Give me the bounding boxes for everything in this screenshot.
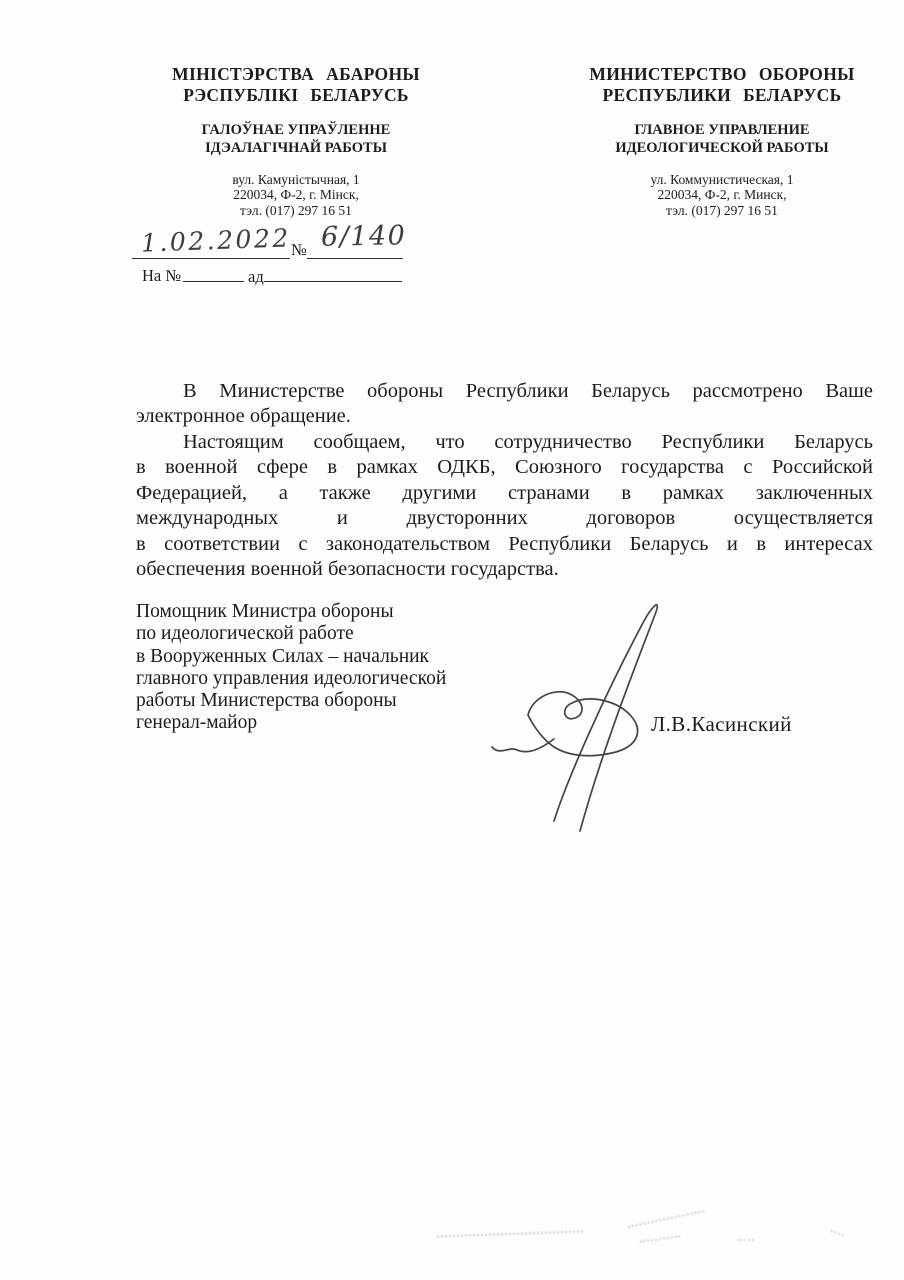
scan-artifact (830, 1230, 844, 1237)
reply-number-underline (183, 281, 244, 282)
signer-position-line: генерал-майор (136, 712, 258, 734)
reply-date-preposition: ад (248, 267, 264, 286)
org-name-line: МІНІСТЭРСТВА АБАРОНЫ (172, 64, 420, 84)
scan-artifact (628, 1210, 705, 1228)
department-line: ГЛАВНОЕ УПРАВЛЕНИЕ (634, 122, 810, 138)
reply-to-number-label: На № (142, 266, 182, 285)
signer-position-line: работы Министерства обороны (136, 690, 397, 712)
scan-artifact (640, 1235, 680, 1243)
department-line: ІДЭАЛАГІЧНАЙ РАБОТЫ (205, 139, 387, 156)
body-line: международных и двусторонних договоров осуществляется (136, 507, 873, 530)
address-line: 220034, Ф-2, г. Минск, (657, 187, 787, 203)
org-name-line: РЭСПУБЛІКІ БЕЛАРУСЬ (183, 84, 409, 105)
number-underline (307, 258, 403, 259)
address-line: ул. Коммунистическая, 1 (650, 172, 794, 188)
body-line: в военной сфере в рамках ОДКБ, Союзного государства с Российской (136, 456, 873, 479)
body-line: Федерацией, а также другими странами в рамках заключенных (136, 481, 873, 504)
signer-position-block (136, 601, 546, 735)
address-line: 220034, Ф-2, г. Мінск, (233, 187, 359, 203)
signer-position-line: в Вооруженных Силах – начальник (136, 645, 430, 667)
reply-date-underline (264, 281, 402, 282)
letter-body (136, 379, 873, 583)
scan-artifact (737, 1239, 754, 1241)
department-line: ГАЛОЎНАЕ УПРАЎЛЕННЕ (201, 122, 391, 138)
signer-position-line: Помощник Министра обороны (136, 601, 394, 622)
outgoing-number-handwritten: 6/140 (320, 220, 407, 253)
scan-artifact (437, 1230, 583, 1237)
body-line: в соответствии с законодательством Республики Беларусь и в интересах (136, 532, 873, 555)
letterhead-belarusian (126, 64, 466, 218)
signer-position-line: по идеологической работе (136, 623, 354, 645)
body-line: Настоящим сообщаем, что сотрудничество Республики Беларусь (183, 430, 873, 453)
phone-line: тэл. (017) 297 16 51 (240, 202, 352, 218)
handwritten-signature (488, 589, 673, 839)
signer-name: Л.В.Касинский (651, 712, 792, 736)
org-name-line: МИНИСТЕРСТВО ОБОРОНЫ (589, 64, 855, 84)
body-line: В Министерстве обороны Республики Беларусь рассмотрено Ваше (183, 380, 873, 402)
body-line: электронное обращение. (136, 405, 351, 428)
org-name-line: РЕСПУБЛИКИ БЕЛАРУСЬ (602, 84, 842, 105)
phone-line: тэл. (017) 297 16 51 (666, 202, 778, 218)
department-line: ИДЕОЛОГИЧЕСКОЙ РАБОТЫ (615, 139, 829, 156)
date-underline (132, 258, 290, 259)
number-sign-label: № (291, 240, 307, 259)
address-line: вул. Камуністычная, 1 (232, 172, 360, 188)
signer-position-line: главного управления идеологической (136, 667, 447, 689)
letterhead-russian (542, 64, 902, 218)
body-line: обеспечения военной безопасности государства. (136, 558, 559, 581)
outgoing-date-handwritten: 1.02.2022 (140, 223, 292, 258)
